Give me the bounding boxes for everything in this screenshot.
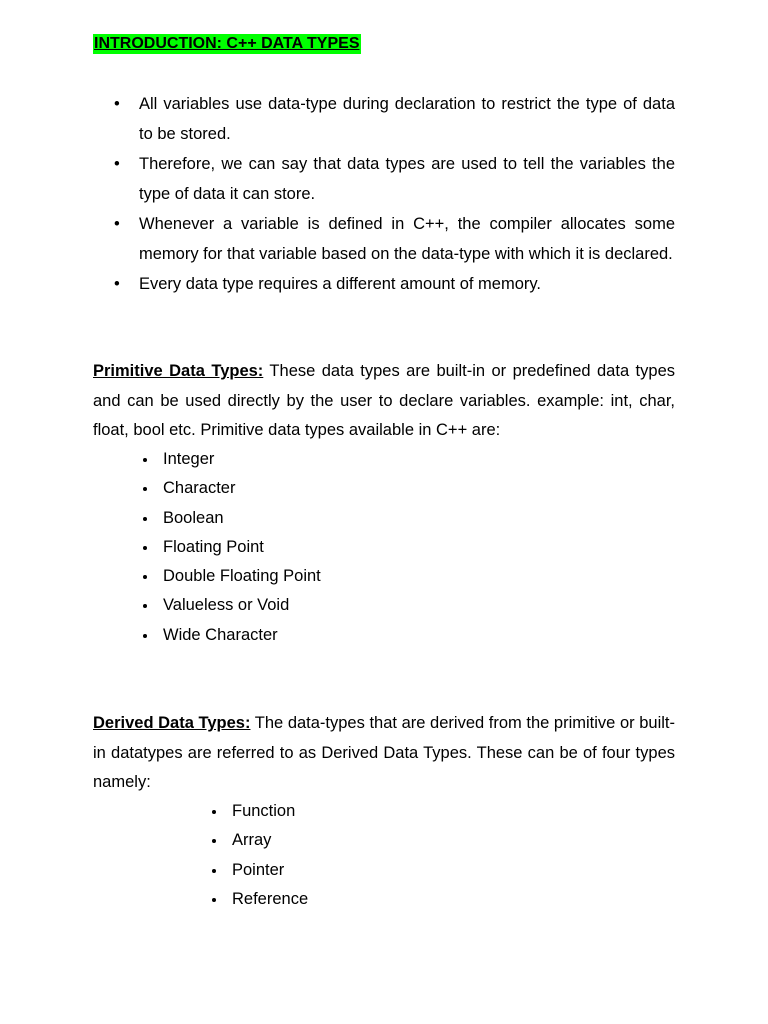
list-item: Character xyxy=(140,474,321,503)
list-item: Wide Character xyxy=(140,621,321,650)
page-title: INTRODUCTION: C++ DATA TYPES xyxy=(94,35,360,52)
primitive-description: These data types are built-in or predefined data types and can be used directly by the user to declare variables. example: int, char, float, bool etc. Primitive data types available in C++ are: xyxy=(93,362,675,439)
derived-heading: Derived Data Types: xyxy=(93,714,251,732)
list-item: • All variables use data-type during declaration to restrict the type of data to be stored. xyxy=(93,89,675,149)
intro-bullet-list xyxy=(93,89,675,299)
list-item: Integer xyxy=(140,445,321,474)
list-item: Pointer xyxy=(209,856,308,885)
list-item: Array xyxy=(209,826,308,855)
primitive-paragraph xyxy=(93,357,675,446)
list-item: Floating Point xyxy=(140,533,321,562)
list-item: • Every data type requires a different amount of memory. xyxy=(93,269,675,299)
list-item: Valueless or Void xyxy=(140,591,321,620)
list-item: Double Floating Point xyxy=(140,562,321,591)
list-item: • Therefore, we can say that data types are used to tell the variables the type of data it can store. xyxy=(93,149,675,209)
derived-description: The data-types that are derived from the primitive or built-in datatypes are referred to as Derived Data Types. These can be of four types namely: xyxy=(93,714,675,791)
list-item: Function xyxy=(209,797,308,826)
list-item: Boolean xyxy=(140,504,321,533)
derived-paragraph xyxy=(93,709,675,798)
list-item: Reference xyxy=(209,885,308,914)
derived-types-list xyxy=(209,797,308,914)
primitive-heading: Primitive Data Types: xyxy=(93,362,264,380)
list-item: • Whenever a variable is defined in C++, the compiler allocates some memory for that variable based on the data-type with which it is declared. xyxy=(93,209,675,269)
primitive-types-list xyxy=(140,445,321,650)
